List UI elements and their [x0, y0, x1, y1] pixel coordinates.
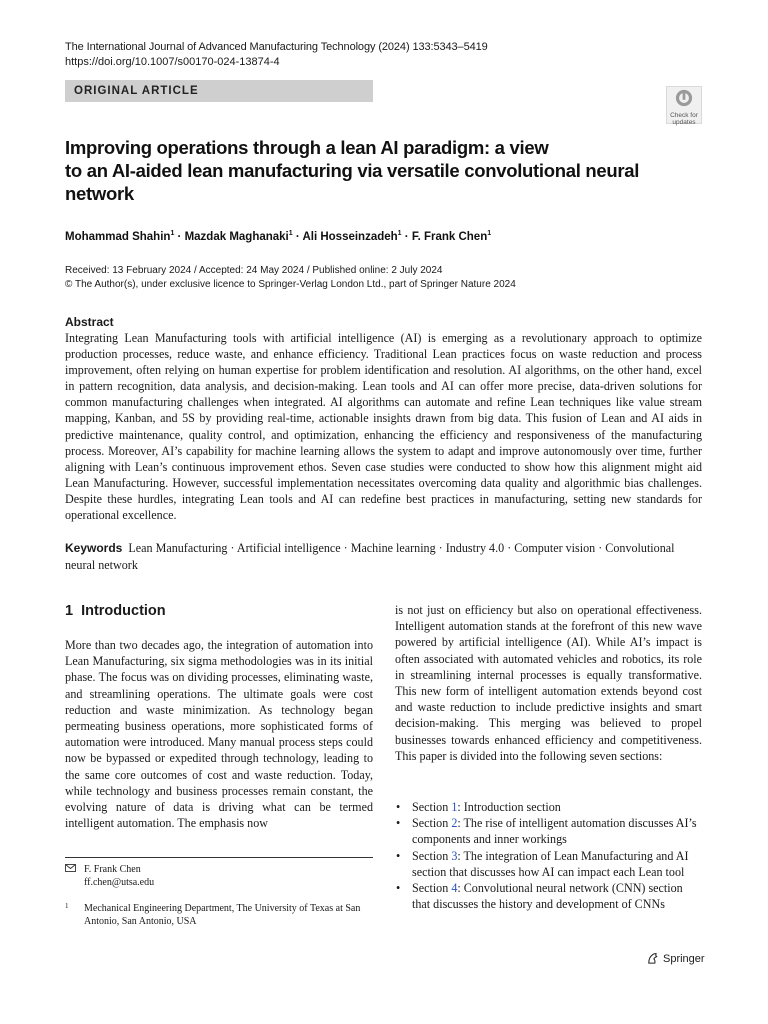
affiliation-number: 1 — [65, 902, 69, 910]
doi-link[interactable]: https://doi.org/10.1007/s00170-024-13874-4 — [65, 56, 280, 68]
author-separator: · — [401, 230, 412, 243]
list-item-prefix: Section — [412, 800, 452, 814]
article-title — [65, 136, 685, 205]
list-item-text: : Convolutional neural network (CNN) section that discusses the history and development of CNNs — [412, 881, 683, 912]
publisher-name: Springer — [663, 953, 705, 965]
section-ref-link[interactable]: 3 — [451, 848, 458, 863]
intro-paragraph-left: More than two decades ago, the integration of automation into Lean Manufacturing, six sigma methodologies was in its initial phase. The focus was on dividing processes, eliminating waste, and streamlining operations. The ultimate goals were cost reduction and waste minimization. As technology began permeating business operations, more sophisticated forms of automation were introduced. Many manual process steps could now be bypassed or expedited through technology, leading to the same core outcomes of cost and waste reduction. Today, while technology and business processes remain constant, the evolving nature of data is driving what can be termed intelligent automation. The emphasis now — [65, 638, 373, 831]
list-item-text: : The rise of intelligent automation discusses AI’s components and inner workings — [412, 816, 697, 847]
copyright-notice: © The Author(s), under exclusive licence to Springer-Verlag London Ltd., part of Springer Nature 2024 — [65, 279, 516, 290]
author-separator: · — [292, 230, 303, 243]
author-affiliation-mark: 1 — [397, 230, 402, 237]
list-item — [395, 848, 702, 880]
corresponding-author-name: F. Frank Chen — [84, 864, 141, 875]
author-name[interactable]: Ali Hosseinzadeh — [302, 230, 398, 243]
publication-dates: Received: 13 February 2024 / Accepted: 24 May 2024 / Published online: 2 July 2024 — [65, 265, 443, 276]
springer-horse-icon — [646, 952, 659, 965]
keywords — [65, 540, 702, 573]
bullet-icon: • — [396, 881, 401, 896]
title-line: network — [65, 183, 134, 204]
author-name[interactable]: Mohammad Shahin — [65, 230, 171, 243]
list-item-prefix: Section — [412, 816, 452, 831]
section-ref-link[interactable]: 2 — [451, 816, 458, 831]
author-list — [65, 226, 491, 245]
publisher-logo — [646, 951, 705, 967]
section-ref-link[interactable]: 1 — [451, 800, 458, 814]
list-item-text: : The integration of Lean Manufacturing and AI section that discusses how AI can impact each Lean tool — [412, 848, 689, 879]
list-item — [395, 880, 702, 912]
section-ref-link[interactable]: 4 — [451, 881, 458, 896]
check-badge-label-1: Check for — [670, 112, 698, 119]
section-list — [395, 799, 702, 912]
list-item-text: : Introduction section — [457, 800, 561, 814]
keywords-text: Lean Manufacturing · Artificial intelligence · Machine learning · Industry 4.0 · Computer vision · Convolutional neural network — [65, 541, 675, 572]
abstract-text: Integrating Lean Manufacturing tools with artificial intelligence (AI) is emerging as a revolutionary approach to optimize production processes, reduce waste, and enhance efficiency. Traditional Lean practices focus on waste reduction and process improvement, often relying on human expertise for problem identification and resolution. AI algorithms, on the other hand, excel in pattern recognition, data analysis, and decision-making. Lean tools and AI can offer more precise, data-driven solutions for common manufacturing challenges when integrated. AI algorithms can automate and refine Lean techniques like value stream mapping, Kanban, and 5S by providing real-time, actionable insights drawn from big data. This fusion of Lean and AI aids in predictive maintenance, quality control, and optimization, enhancing the efficiency and responsiveness of the manufacturing process. Moreover, AI’s capability for machine learning allows the system to adapt and improve autonomously over time, further aligning with Lean’s continuous improvement ethos. Seven case studies were conducted to show how this alignment might aid Lean Manufacturing. However, successful implementation necessitates overcoming data quality and algorithmic bias challenges. Despite these hurdles, integrating Lean tools and AI can redefine best practices in manufacturing, setting new standards for operational excellence. — [65, 331, 702, 523]
list-item-prefix: Section — [412, 881, 452, 896]
check-badge-label-2: updates — [672, 119, 696, 126]
check-for-updates-badge[interactable] — [666, 86, 702, 124]
author-name[interactable]: F. Frank Chen — [411, 230, 488, 243]
section-heading — [65, 602, 166, 620]
author-separator: · — [174, 230, 185, 243]
author-affiliation-mark: 1 — [288, 230, 293, 237]
section-title: Introduction — [81, 603, 166, 619]
author-affiliation-mark: 1 — [487, 230, 492, 237]
journal-citation: The International Journal of Advanced Manufacturing Technology (2024) 133:5343–5419 — [65, 41, 488, 53]
title-line: Improving operations through a lean AI paradigm: a view — [65, 137, 549, 158]
check-updates-icon — [675, 89, 693, 107]
intro-paragraph-right: is not just on efficiency but also on operational effectiveness. Intelligent automation stands at the forefront of this new wave powered by artificial intelligence (AI). While AI’s impact is often associated with automated vehicles and robotics, its role in streamlining internal processes is equally transformative. This new form of intelligent automation extends beyond cost and waste reduction to include predictive insights and smart decision-making. This merging was believed to propel businesses towards enhanced efficiency and competitiveness. This paper is divided into the following seven sections: — [395, 603, 702, 763]
affiliation-text: Mechanical Engineering Department, The University of Texas at San Antonio, San Antonio, USA — [84, 903, 361, 927]
list-item — [395, 815, 702, 847]
envelope-icon — [65, 864, 76, 872]
list-item — [395, 799, 702, 815]
bullet-icon: • — [396, 816, 401, 831]
bullet-icon: • — [396, 848, 401, 863]
article-type-banner: ORIGINAL ARTICLE — [65, 80, 373, 102]
section-number: 1 — [65, 603, 74, 619]
footnote-divider — [65, 857, 373, 858]
author-name[interactable]: Mazdak Maghanaki — [184, 230, 289, 243]
title-line: to an AI-aided lean manufacturing via versatile convolutional neural — [65, 160, 640, 181]
corresponding-author-email[interactable]: ff.chen@utsa.edu — [84, 877, 155, 888]
list-item-prefix: Section — [412, 848, 452, 863]
author-affiliation-mark: 1 — [170, 230, 175, 237]
bullet-icon: • — [396, 800, 401, 814]
abstract-heading: Abstract — [65, 315, 114, 329]
keywords-label: Keywords — [65, 541, 123, 555]
